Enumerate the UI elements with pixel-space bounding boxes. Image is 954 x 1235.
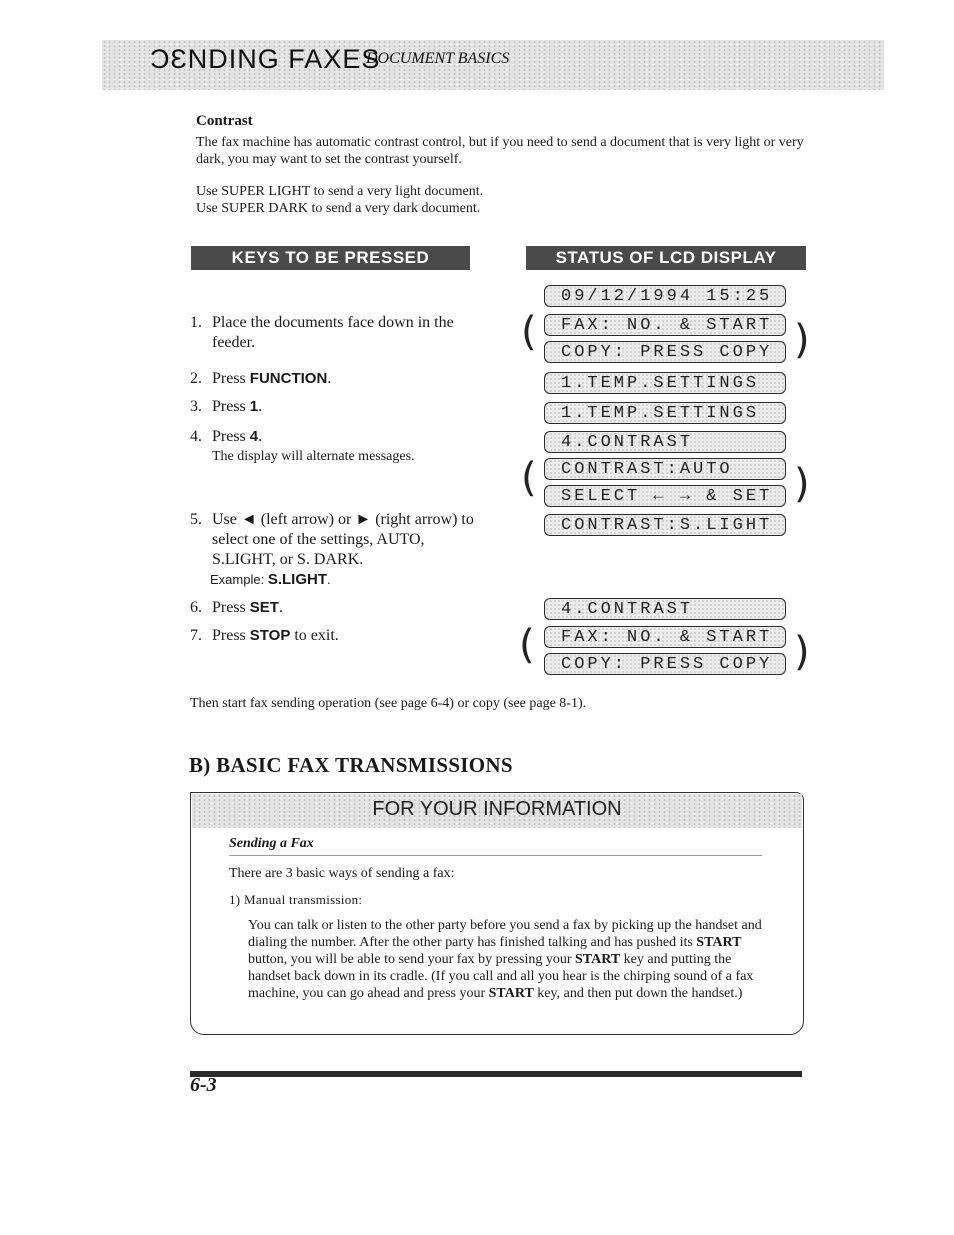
right-arrow-icon: ► xyxy=(355,511,372,528)
contrast-title: Contrast xyxy=(196,113,253,129)
para-key: START xyxy=(488,986,534,1001)
step-end: . xyxy=(258,428,263,445)
key-4: 4 xyxy=(249,428,259,445)
step-7 xyxy=(190,626,490,646)
step-2 xyxy=(190,369,490,389)
para-key: START xyxy=(575,952,621,967)
left-arrow-icon: ◄ xyxy=(240,511,257,528)
lcd-display: 1.TEMP.SETTINGS xyxy=(544,372,786,394)
step-text: Use xyxy=(212,511,241,528)
info-divider xyxy=(229,855,762,856)
step-number: 7. xyxy=(190,627,202,644)
step-text: (right arrow) to select one of the settings, AUTO, S.LIGHT, or S. DARK. xyxy=(212,511,474,568)
para-text: You can talk or listen to the other party before you send a fax by picking up the handset and dialing the number. After the other party has finished talking and has pushed its xyxy=(248,918,762,950)
key-function: FUNCTION xyxy=(249,370,328,387)
lcd-display: COPY: PRESS COPY xyxy=(544,341,786,363)
para-key: START xyxy=(696,935,742,950)
lcd-display: COPY: PRESS COPY xyxy=(544,653,786,675)
alternate-right-bracket-icon: ) xyxy=(794,317,810,363)
step-text: Press xyxy=(212,627,250,644)
para-text: key and putting the handset back down in its cradle. (If you call and all you hear is the chirping sound of a fax machine, you can go ahead and press your xyxy=(248,952,754,1001)
alternate-left-bracket-icon: ( xyxy=(519,622,535,668)
lcd-display: 09/12/1994 15:25 xyxy=(544,285,786,307)
step-5 xyxy=(190,510,475,590)
info-list-item: 1) Manual transmission: xyxy=(229,892,363,907)
step-4 xyxy=(190,427,490,467)
step-number: 4. xyxy=(190,428,202,445)
step-end: . xyxy=(278,599,283,616)
step-number: 6. xyxy=(190,599,202,616)
step-text: Press xyxy=(212,599,250,616)
key-set: SET xyxy=(249,599,279,616)
lcd-display: CONTRAST:S.LIGHT xyxy=(544,514,786,536)
example-label: Example: xyxy=(210,572,268,587)
step-end: to exit. xyxy=(290,627,339,644)
info-subheading: Sending a Fax xyxy=(229,836,314,851)
step-end: . xyxy=(258,398,263,415)
alternate-left-bracket-icon: ( xyxy=(521,309,537,355)
step-note: The display will alternate messages. xyxy=(212,449,415,464)
use-super-light: Use SUPER LIGHT to send a very light document. xyxy=(196,184,484,199)
step-example xyxy=(190,570,475,590)
step-1 xyxy=(190,313,480,353)
page-number: 6-3 xyxy=(190,1074,217,1096)
lcd-display: FAX: NO. & START xyxy=(544,314,786,336)
alternate-right-bracket-icon: ) xyxy=(794,629,810,675)
step-text: Press xyxy=(212,370,250,387)
keys-banner: KEYS TO BE PRESSED xyxy=(191,246,470,270)
step-text: Press xyxy=(212,398,250,415)
status-banner: STATUS OF LCD DISPLAY xyxy=(526,246,806,270)
step-text: Press xyxy=(212,428,250,445)
info-paragraph xyxy=(248,917,768,1002)
alternate-right-bracket-icon: ) xyxy=(794,461,810,507)
use-super-dark: Use SUPER DARK to send a very dark document. xyxy=(196,201,481,216)
section-title-header: ƆƐNDING FAXES xyxy=(150,44,381,74)
lcd-display: 4.CONTRAST xyxy=(544,431,786,453)
section-heading: B) BASIC FAX TRANSMISSIONS xyxy=(189,753,513,777)
key-stop: STOP xyxy=(249,627,291,644)
step-number: 3. xyxy=(190,398,202,415)
lcd-display: CONTRAST:AUTO xyxy=(544,458,786,480)
step-number: 1. xyxy=(190,314,202,331)
subsection-title: DOCUMENT BASICS xyxy=(366,50,510,67)
para-text: button, you will be able to send your fax by pressing your xyxy=(248,952,576,967)
lcd-display: 1.TEMP.SETTINGS xyxy=(544,402,786,424)
alternate-left-bracket-icon: ( xyxy=(521,455,537,501)
step-6 xyxy=(190,598,490,618)
step-number: 5. xyxy=(190,511,202,528)
example-value: S.LIGHT xyxy=(267,571,327,588)
step-text: Place the documents face down in the feeder. xyxy=(212,314,454,351)
then-instruction: Then start fax sending operation (see page 6-4) or copy (see page 8-1). xyxy=(190,696,587,711)
contrast-body: The fax machine has automatic contrast control, but if you need to send a document that is very light or very dark, you may want to set the contrast yourself. xyxy=(196,135,804,167)
lcd-display: SELECT ← → & SET xyxy=(544,485,786,507)
para-text: key, and then put down the handset.) xyxy=(533,986,743,1001)
footer-rule xyxy=(190,1071,802,1077)
lcd-display: 4.CONTRAST xyxy=(544,598,786,620)
step-text: (left arrow) or xyxy=(256,511,356,528)
info-heading: FOR YOUR INFORMATION xyxy=(372,798,622,820)
step-number: 2. xyxy=(190,370,202,387)
step-end: . xyxy=(327,370,332,387)
key-1: 1 xyxy=(249,398,259,415)
step-3 xyxy=(190,397,490,417)
example-end: . xyxy=(326,572,331,587)
info-intro: There are 3 basic ways of sending a fax: xyxy=(229,866,455,881)
lcd-display: FAX: NO. & START xyxy=(544,626,786,648)
